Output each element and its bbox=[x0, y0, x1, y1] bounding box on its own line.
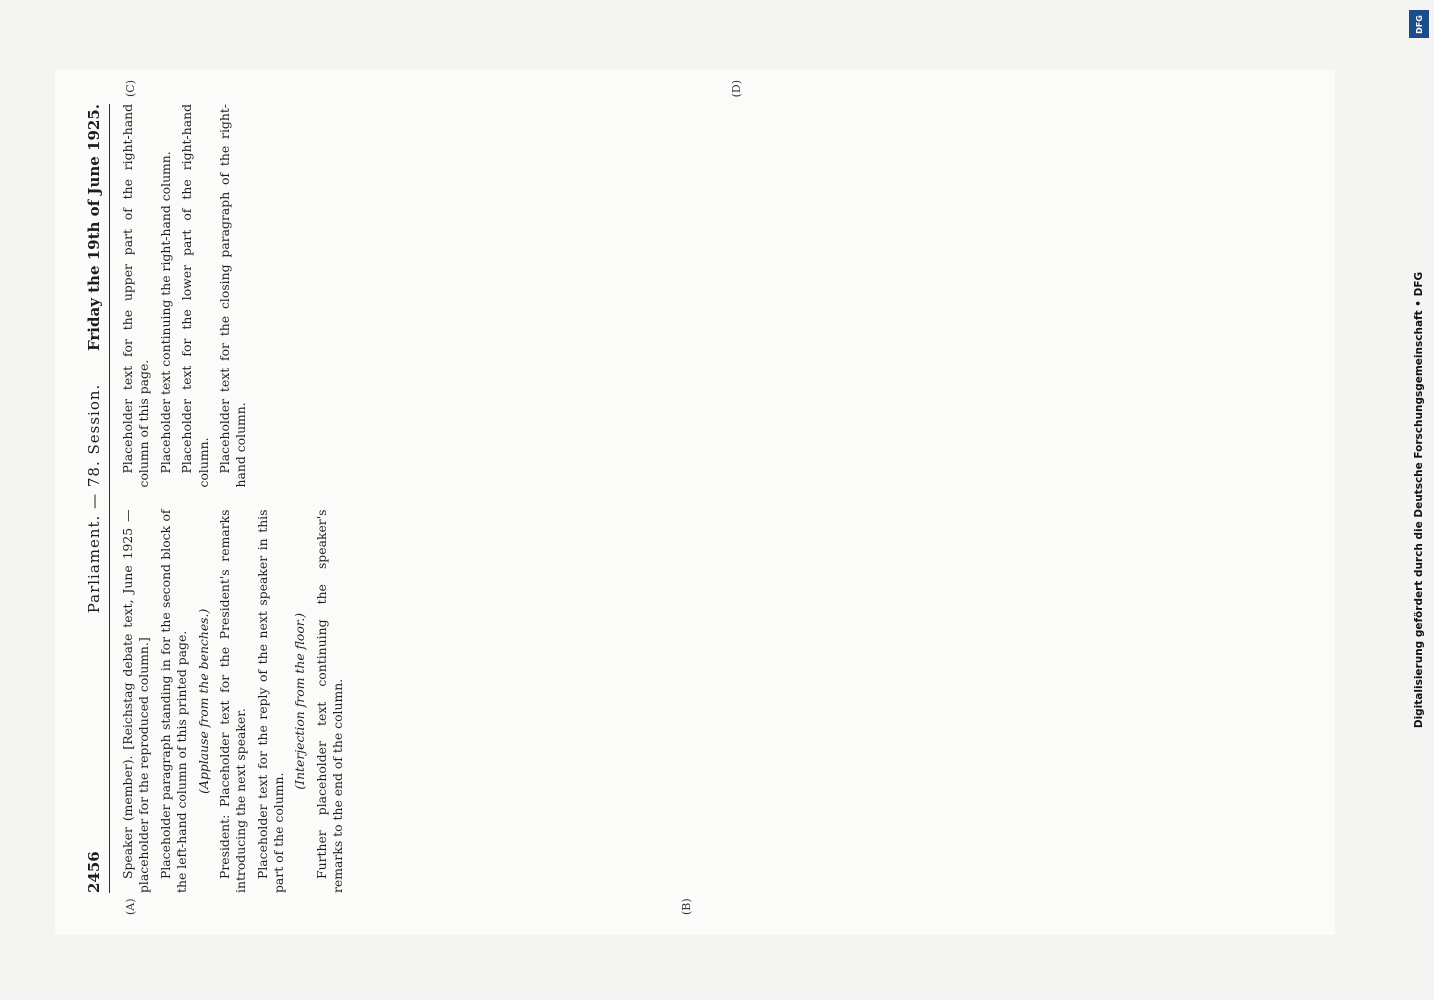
session-title: Parliament. — 78. Session. bbox=[85, 383, 103, 614]
page-number: 2456 bbox=[85, 851, 103, 893]
left-column bbox=[120, 509, 1290, 915]
paragraph: Speaker (member). [Reichstag debate text, June 1925 — placeholder for the reproduced column.] bbox=[120, 509, 152, 893]
paragraph: Placeholder text continuing the right-hand column. bbox=[157, 151, 173, 474]
dfg-logo: DFG bbox=[1409, 10, 1429, 38]
page-header bbox=[83, 104, 110, 893]
dfg-sidebar bbox=[1408, 10, 1430, 990]
stage-direction: (Applause from the benches.) bbox=[195, 608, 211, 794]
rotated-page-content bbox=[55, 70, 1335, 935]
margin-mark-d: (D) bbox=[730, 80, 743, 98]
session-date: Friday the 19th of June 1925. bbox=[85, 104, 103, 351]
paragraph: Placeholder text for the reply of the next speaker in this part of the column. bbox=[254, 509, 286, 893]
scanned-page bbox=[55, 70, 1335, 935]
paragraph: Placeholder text for the closing paragraph of the right-hand column. bbox=[216, 104, 249, 488]
margin-mark-b: (B) bbox=[680, 898, 693, 915]
paragraph: President: Placeholder text for the President's remarks introducing the next speaker. bbox=[216, 509, 249, 893]
text-columns bbox=[120, 80, 1290, 915]
stage-direction: (Interjection from the floor.) bbox=[292, 612, 308, 790]
margin-mark-a: (A) bbox=[124, 898, 137, 915]
paragraph: Placeholder paragraph standing in for the second block of the left-hand column of this printed page. bbox=[157, 509, 190, 893]
right-column bbox=[120, 80, 1290, 488]
paragraph: Further placeholder text continuing the speaker's remarks to the end of the column. bbox=[313, 509, 346, 893]
paragraph: Placeholder text for the upper part of the right-hand column of this page. bbox=[120, 104, 152, 488]
funding-note: Digitalisierung gefördert durch die Deutsche Forschungsgemeinschaft • DFG bbox=[1413, 271, 1425, 729]
paragraph: Placeholder text for the lower part of the right-hand column. bbox=[179, 104, 211, 488]
margin-mark-c: (C) bbox=[124, 80, 137, 97]
